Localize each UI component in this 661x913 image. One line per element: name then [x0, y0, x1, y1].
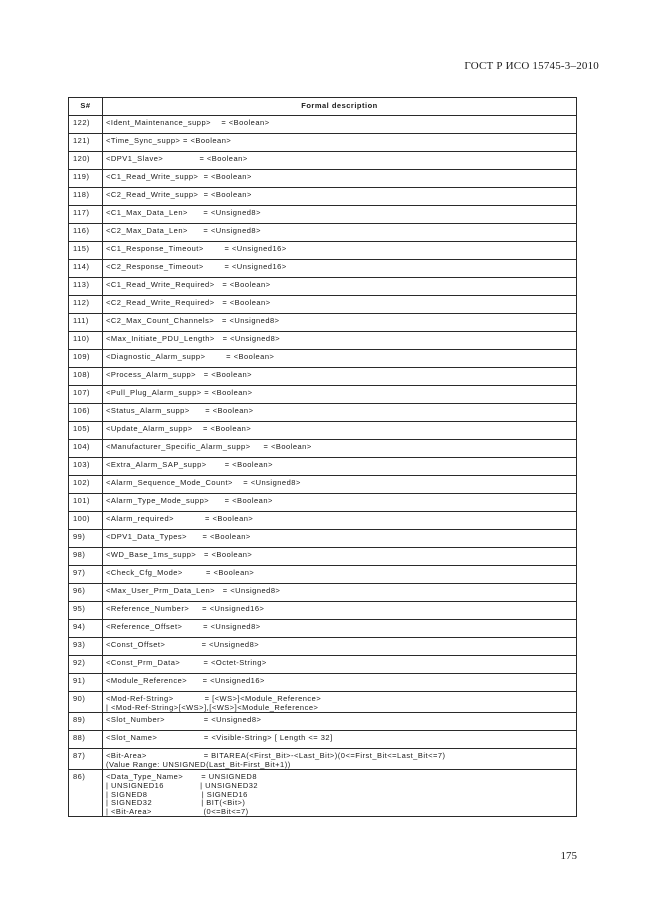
description-line: <C2_Read_Write_supp> = <Boolean> — [106, 190, 252, 199]
row-number: 90) — [69, 692, 103, 713]
description-line: <Check_Cfg_Mode> = <Boolean> — [106, 568, 255, 577]
table-row — [69, 566, 577, 584]
row-number: 111) — [69, 314, 103, 332]
row-number: 102) — [69, 476, 103, 494]
row-number: 114) — [69, 260, 103, 278]
table-row — [69, 692, 577, 713]
description-line: <DPV1_Data_Types> = <Boolean> — [106, 532, 251, 541]
row-number: 96) — [69, 584, 103, 602]
page-number: 175 — [560, 850, 577, 862]
table-row — [69, 731, 577, 749]
row-number: 113) — [69, 278, 103, 296]
description-line: <C2_Response_Timeout> = <Unsigned16> — [106, 262, 287, 271]
row-description — [103, 731, 577, 749]
row-description — [103, 458, 577, 476]
row-description — [103, 749, 577, 770]
row-number: 99) — [69, 530, 103, 548]
description-line: <Update_Alarm_supp> = <Boolean> — [106, 424, 252, 433]
row-description — [103, 548, 577, 566]
table-row — [69, 584, 577, 602]
row-description — [103, 386, 577, 404]
row-description — [103, 224, 577, 242]
row-number: 115) — [69, 242, 103, 260]
column-header-s-number: S# — [69, 98, 103, 116]
table-row — [69, 152, 577, 170]
row-description — [103, 476, 577, 494]
row-description — [103, 713, 577, 731]
table-row — [69, 314, 577, 332]
table-row — [69, 368, 577, 386]
row-number: 120) — [69, 152, 103, 170]
row-description — [103, 278, 577, 296]
table-header-row — [69, 98, 577, 116]
row-number: 103) — [69, 458, 103, 476]
row-number: 116) — [69, 224, 103, 242]
row-number: 86) — [69, 770, 103, 817]
description-line: <C1_Max_Data_Len> = <Unsigned8> — [106, 208, 261, 217]
table-row — [69, 350, 577, 368]
description-line: <Slot_Number> = <Unsigned8> — [106, 715, 262, 725]
table-row — [69, 422, 577, 440]
row-number: 89) — [69, 713, 103, 731]
description-line: <Module_Reference> = <Unsigned16> — [106, 676, 265, 685]
row-number: 101) — [69, 494, 103, 512]
row-description — [103, 656, 577, 674]
row-number: 94) — [69, 620, 103, 638]
row-description — [103, 134, 577, 152]
formal-description-table — [68, 97, 577, 817]
row-number: 87) — [69, 749, 103, 770]
table-row — [69, 458, 577, 476]
table-row — [69, 134, 577, 152]
description-line: <DPV1_Slave> = <Boolean> — [106, 154, 248, 163]
row-description — [103, 602, 577, 620]
row-number: 109) — [69, 350, 103, 368]
description-line: <Alarm_Type_Mode_supp> = <Boolean> — [106, 496, 273, 505]
row-number: 100) — [69, 512, 103, 530]
table-row — [69, 296, 577, 314]
description-line: | SIGNED8 | SIGNED16 — [106, 789, 248, 799]
row-number: 88) — [69, 731, 103, 749]
table-row — [69, 260, 577, 278]
row-description — [103, 620, 577, 638]
row-description — [103, 206, 577, 224]
description-line: <Process_Alarm_supp> = <Boolean> — [106, 370, 253, 379]
document-header: ГОСТ Р ИСО 15745-3–2010 — [464, 60, 599, 72]
description-line: <Const_Prm_Data> = <Octet-String> — [106, 658, 267, 667]
row-number: 93) — [69, 638, 103, 656]
description-line: <WD_Base_1ms_supp> = <Boolean> — [106, 550, 253, 559]
description-line: <Const_Offset> = <Unsigned8> — [106, 640, 260, 649]
row-number: 108) — [69, 368, 103, 386]
row-number: 98) — [69, 548, 103, 566]
row-description — [103, 350, 577, 368]
table-row — [69, 476, 577, 494]
table-row — [69, 170, 577, 188]
row-number: 122) — [69, 116, 103, 134]
description-line: <C2_Max_Count_Channels> = <Unsigned8> — [106, 316, 280, 325]
description-line: | <Bit-Area> (0<=Bit<=7) — [106, 806, 249, 816]
row-description — [103, 260, 577, 278]
description-line: <C2_Max_Data_Len> = <Unsigned8> — [106, 226, 261, 235]
row-number: 95) — [69, 602, 103, 620]
description-line: | UNSIGNED16 | UNSIGNED32 — [106, 780, 259, 790]
description-line: <Max_User_Prm_Data_Len> = <Unsigned8> — [106, 586, 281, 595]
column-header-formal-description: Formal description — [103, 98, 577, 116]
table-row — [69, 206, 577, 224]
table-row — [69, 242, 577, 260]
row-description — [103, 494, 577, 512]
row-description — [103, 584, 577, 602]
row-number: 92) — [69, 656, 103, 674]
description-line: <Slot_Name> = <Visible-String> [ Length <= 32] — [106, 733, 333, 743]
row-description — [103, 530, 577, 548]
table-row — [69, 770, 577, 817]
description-line: <Ident_Maintenance_supp> = <Boolean> — [106, 118, 270, 127]
row-number: 118) — [69, 188, 103, 206]
table-row — [69, 749, 577, 770]
table-row — [69, 224, 577, 242]
table-body — [69, 116, 577, 817]
row-description — [103, 440, 577, 458]
description-line: <Reference_Number> = <Unsigned16> — [106, 604, 265, 613]
description-line: <Status_Alarm_supp> = <Boolean> — [106, 406, 254, 415]
description-line: | <Mod-Ref-String>[<WS>],[<WS>]<Module_Reference> — [106, 702, 319, 712]
row-number: 121) — [69, 134, 103, 152]
row-description — [103, 242, 577, 260]
description-line: <Manufacturer_Specific_Alarm_supp> = <Boolean> — [106, 442, 312, 451]
description-line: <Mod-Ref-String> = [<WS>]<Module_Reference> — [106, 694, 322, 703]
table-row — [69, 530, 577, 548]
description-line: | SIGNED32 | BIT(<Bit>) — [106, 798, 246, 808]
description-line: <Reference_Offset> = <Unsigned8> — [106, 622, 261, 631]
row-number: 104) — [69, 440, 103, 458]
row-description — [103, 368, 577, 386]
description-line: <C2_Read_Write_Required> = <Boolean> — [106, 298, 271, 307]
table-row — [69, 512, 577, 530]
row-description — [103, 152, 577, 170]
row-description — [103, 512, 577, 530]
description-line: <Diagnostic_Alarm_supp> = <Boolean> — [106, 352, 275, 361]
table-row — [69, 620, 577, 638]
description-line: <C1_Read_Write_Required> = <Boolean> — [106, 280, 271, 289]
table-row — [69, 494, 577, 512]
table-row — [69, 440, 577, 458]
row-description — [103, 332, 577, 350]
row-description — [103, 422, 577, 440]
table-row — [69, 386, 577, 404]
table-row — [69, 656, 577, 674]
row-description — [103, 404, 577, 422]
table-row — [69, 638, 577, 656]
description-line: <Data_Type_Name> = UNSIGNED8 — [106, 772, 258, 782]
row-description — [103, 770, 577, 817]
row-number: 91) — [69, 674, 103, 692]
row-description — [103, 566, 577, 584]
table-row — [69, 674, 577, 692]
row-description — [103, 674, 577, 692]
table-row — [69, 548, 577, 566]
table-row — [69, 332, 577, 350]
row-description — [103, 638, 577, 656]
row-number: 112) — [69, 296, 103, 314]
table-row — [69, 602, 577, 620]
row-description — [103, 170, 577, 188]
row-number: 106) — [69, 404, 103, 422]
description-line: <C1_Read_Write_supp> = <Boolean> — [106, 172, 252, 181]
row-description — [103, 296, 577, 314]
table-row — [69, 116, 577, 134]
row-number: 105) — [69, 422, 103, 440]
description-line: <Extra_Alarm_SAP_supp> = <Boolean> — [106, 460, 273, 469]
row-number: 107) — [69, 386, 103, 404]
row-description — [103, 314, 577, 332]
row-description — [103, 188, 577, 206]
table-row — [69, 404, 577, 422]
row-number: 117) — [69, 206, 103, 224]
row-number: 97) — [69, 566, 103, 584]
description-line: <Max_Initiate_PDU_Length> = <Unsigned8> — [106, 334, 281, 343]
table-row — [69, 278, 577, 296]
row-description — [103, 116, 577, 134]
description-line: <Alarm_required> = <Boolean> — [106, 514, 254, 523]
description-line: (Value Range: UNSIGNED(Last_Bit-First_Bit+1)) — [106, 759, 291, 769]
row-number: 110) — [69, 332, 103, 350]
description-line: <Bit-Area> = BITAREA(<First_Bit>-<Last_Bit>)(0<=First_Bit<=Last_Bit<=7) — [106, 751, 446, 761]
table-row — [69, 713, 577, 731]
description-line: <Pull_Plug_Alarm_supp> = <Boolean> — [106, 388, 253, 397]
row-description — [103, 692, 577, 713]
description-line: <Time_Sync_supp> = <Boolean> — [106, 136, 232, 145]
description-line: <Alarm_Sequence_Mode_Count> = <Unsigned8> — [106, 478, 301, 487]
row-number: 119) — [69, 170, 103, 188]
table-row — [69, 188, 577, 206]
description-line: <C1_Response_Timeout> = <Unsigned16> — [106, 244, 287, 253]
